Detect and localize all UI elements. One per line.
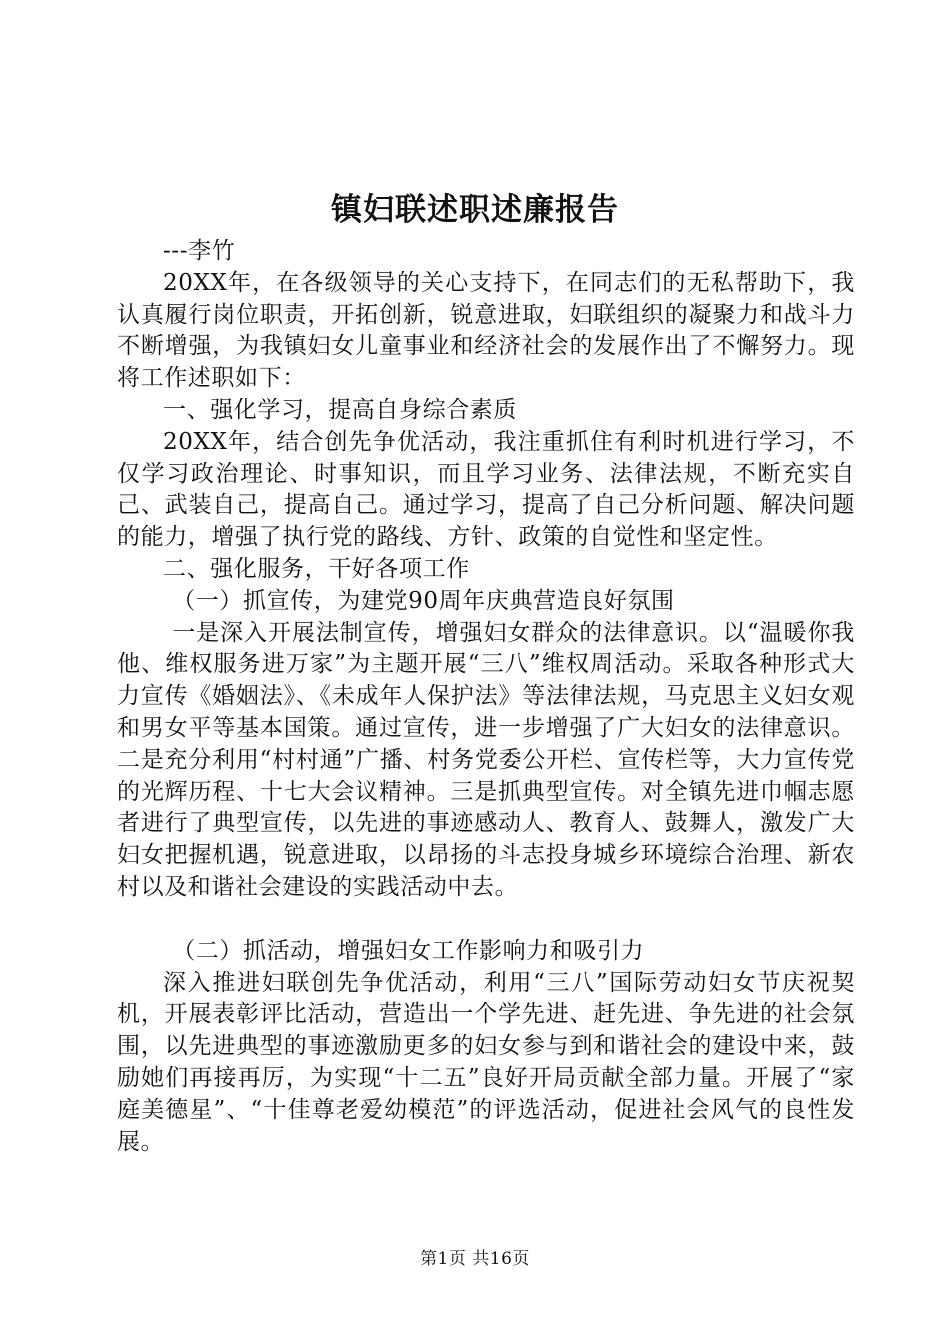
document-title: 镇妇联述职述廉报告: [331, 192, 619, 228]
subsection-heading-1: （一）抓宣传，为建党90周年庆典营造良好氛围: [172, 587, 675, 614]
page-number-footer: 第1页 共16页: [420, 1249, 530, 1269]
section-heading-1: 一、强化学习，提高自身综合素质: [163, 396, 517, 423]
paragraph-study: 20XX年，结合创先争优活动，我注重抓住有利时机进行学习，不仅学习政治理论、时事知识，而且学习业务、法律法规，不断充实自己、武装自己，提高自己。通过学习，提高了自己分析问题、解决问题的能力，增强了执行党的路线、方针、政策的自觉性和坚定性。: [117, 428, 855, 551]
paragraph-publicity: 一是深入开展法制宣传，增强妇女群众的法律意识。以“温暖你我他、维权服务进万家”为主题开展“三八”维权周活动。采取各种形式大力宣传《婚姻法》、《未成年人保护法》等法律法规，马克思主义妇女观和男女平等基本国策。通过宣传，进一步增强了广大妇女的法律意识。二是充分利用“村村通”广播、村务党委公开栏、宣传栏等，大力宣传党的光辉历程、十七大会议精神。三是抓典型宣传。对全镇先进巾帼志愿者进行了典型宣传，以先进的事迹感动人、教育人、鼓舞人，激发广大妇女把握机遇，锐意进取，以昂扬的斗志投身城乡环境综合治理、新农村以及和谐社会建设的实践活动中去。: [117, 619, 855, 900]
document-body: [117, 236, 855, 1158]
section-heading-2: 二、强化服务，干好各项工作: [163, 555, 470, 582]
subsection-heading-2: （二）抓活动，增强妇女工作影响力和吸引力: [172, 937, 645, 964]
paragraph-gap: [117, 904, 855, 936]
paragraph-activities: 深入推进妇联创先争优活动，利用“三八”国际劳动妇女节庆祝契机，开展表彰评比活动，营造出一个学先进、赶先进、争先进的社会氛围，以先进典型的事迹激励更多的妇女参与到和谐社会的建设中来，鼓励她们再接再厉，为实现“十二五”良好开局贡献全部力量。开展了“家庭美德星”、“十佳尊老爱幼模范”的评选活动，促进社会风气的良性发展。: [117, 969, 855, 1155]
author-line: ---李竹: [163, 238, 236, 264]
paragraph-intro: 20XX年，在各级领导的关心支持下，在同志们的无私帮助下，我认真履行岗位职责，开拓创新，锐意进取，妇联组织的凝聚力和战斗力不断增强，为我镇妇女儿童事业和经济社会的发展作出了不懈努力。现将工作述职如下：: [117, 269, 855, 392]
